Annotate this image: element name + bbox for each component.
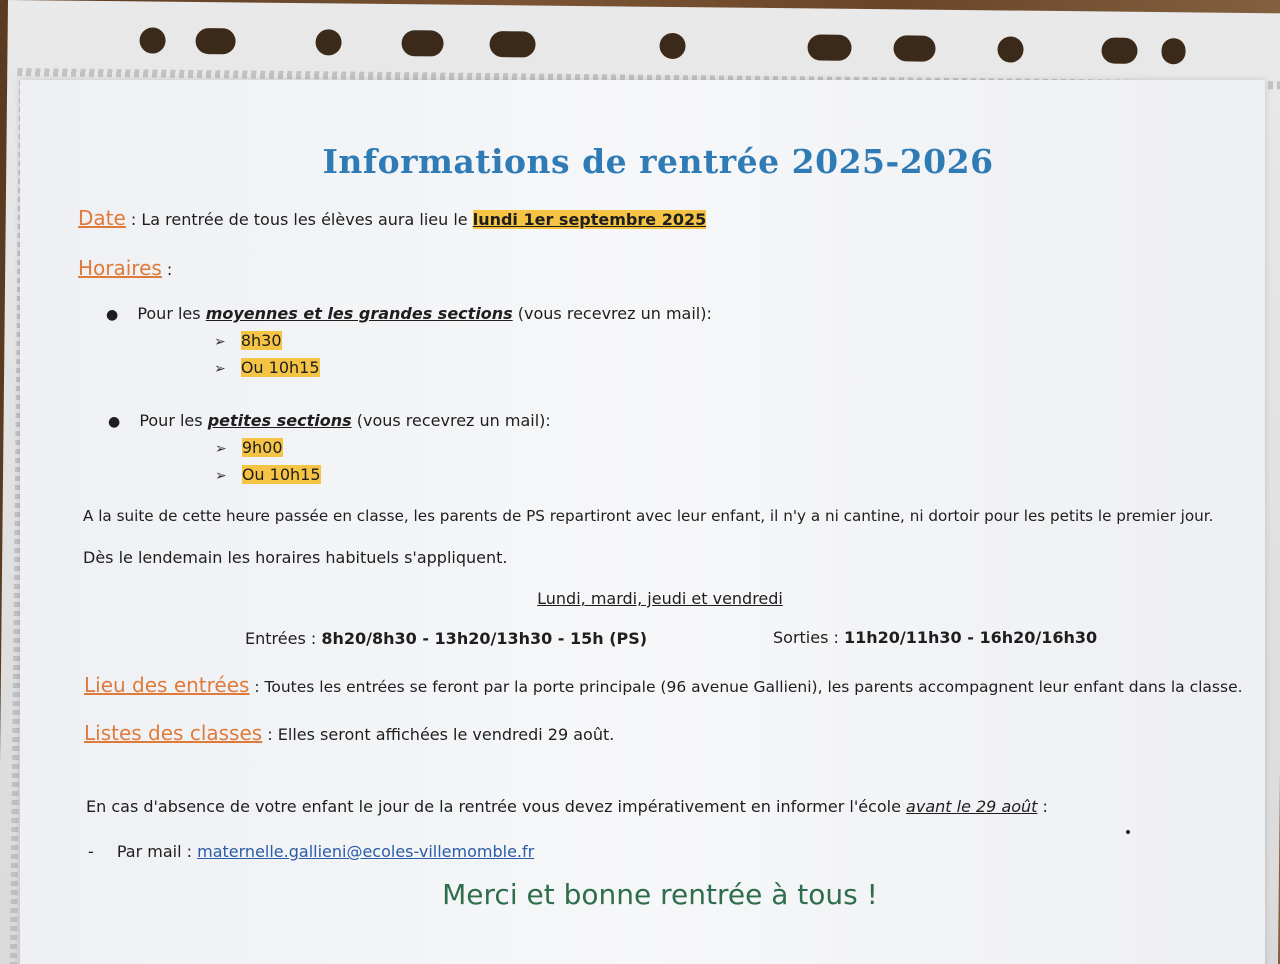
exits-label: Sorties : <box>773 628 844 647</box>
time-value: 9h00 <box>241 438 283 457</box>
entries-value: 8h20/8h30 - 13h20/13h30 - 15h (PS) <box>321 629 648 648</box>
group-prefix: Pour les <box>139 411 208 430</box>
entries-label: Entrées : <box>245 629 322 648</box>
date-heading: Date <box>78 206 126 230</box>
time-value: Ou 10h15 <box>240 358 320 377</box>
arrow-icon: ➢ <box>214 334 226 350</box>
group-petites <box>108 411 551 430</box>
time-value: 8h30 <box>240 331 282 350</box>
arrow-icon: ➢ <box>215 468 227 484</box>
email-link[interactable]: maternelle.gallieni@ecoles-villemomble.fr <box>197 842 535 861</box>
listes-line <box>84 721 614 745</box>
schedule-entries <box>245 629 647 648</box>
schedule-days: Lundi, mardi, jeudi et vendredi <box>537 589 783 608</box>
arrow-icon: ➢ <box>215 441 227 457</box>
absence-suffix: : <box>1037 797 1048 816</box>
contact-dash: - <box>88 842 94 861</box>
lieu-line <box>84 673 1243 697</box>
time-item <box>214 358 320 377</box>
group-suffix: (vous recevrez un mail): <box>512 304 712 323</box>
ink-dot <box>1126 830 1130 834</box>
time-item <box>215 465 321 484</box>
contact-label: Par mail : <box>116 842 198 861</box>
paragraph-lendemain: Dès le lendemain les horaires habituels s'appliquent. <box>83 548 508 567</box>
exits-value: 11h20/11h30 - 16h20/16h30 <box>843 628 1098 647</box>
group-emphasis: moyennes et les grandes sections <box>205 304 513 323</box>
listes-text: : Elles seront affichées le vendredi 29 août. <box>262 725 615 744</box>
horaires-line <box>78 256 172 280</box>
time-item <box>215 438 283 457</box>
listes-heading: Listes des classes <box>84 721 263 745</box>
absence-text: En cas d'absence de votre enfant le jour de la rentrée vous devez impérativement en informer l'école <box>86 797 907 816</box>
date-highlight: lundi 1er septembre 2025 <box>472 210 707 229</box>
group-suffix: (vous recevrez un mail): <box>351 411 551 430</box>
date-line <box>78 206 706 230</box>
absence-line <box>86 797 1048 816</box>
paragraph-ps: A la suite de cette heure passée en classe, les parents de PS repartiront avec leur enfant, il n'y a ni cantine, ni dortoir pour les petits le premier jour. <box>83 507 1214 525</box>
group-moyennes-grandes <box>106 304 712 323</box>
schedule-exits <box>773 628 1097 647</box>
bullet-icon: ● <box>108 414 121 430</box>
lieu-heading: Lieu des entrées <box>84 673 250 697</box>
lieu-text: : Toutes les entrées se feront par la porte principale (96 avenue Gallieni), les parents accompagnent leur enfant dans la classe. <box>249 678 1243 696</box>
time-value: Ou 10h15 <box>241 465 321 484</box>
group-prefix: Pour les <box>137 304 206 323</box>
horaires-suffix: : <box>161 260 173 279</box>
closing-message: Merci et bonne rentrée à tous ! <box>442 878 878 911</box>
arrow-icon: ➢ <box>214 361 226 377</box>
document-title: Informations de rentrée 2025-2026 <box>322 142 994 181</box>
bullet-icon: ● <box>106 307 119 323</box>
horaires-heading: Horaires <box>78 256 162 280</box>
time-item <box>214 331 282 350</box>
absence-emphasis: avant le 29 août <box>906 797 1038 816</box>
date-text: : La rentrée de tous les élèves aura lieu le <box>125 210 473 229</box>
group-emphasis: petites sections <box>207 411 352 430</box>
contact-line <box>88 842 534 861</box>
